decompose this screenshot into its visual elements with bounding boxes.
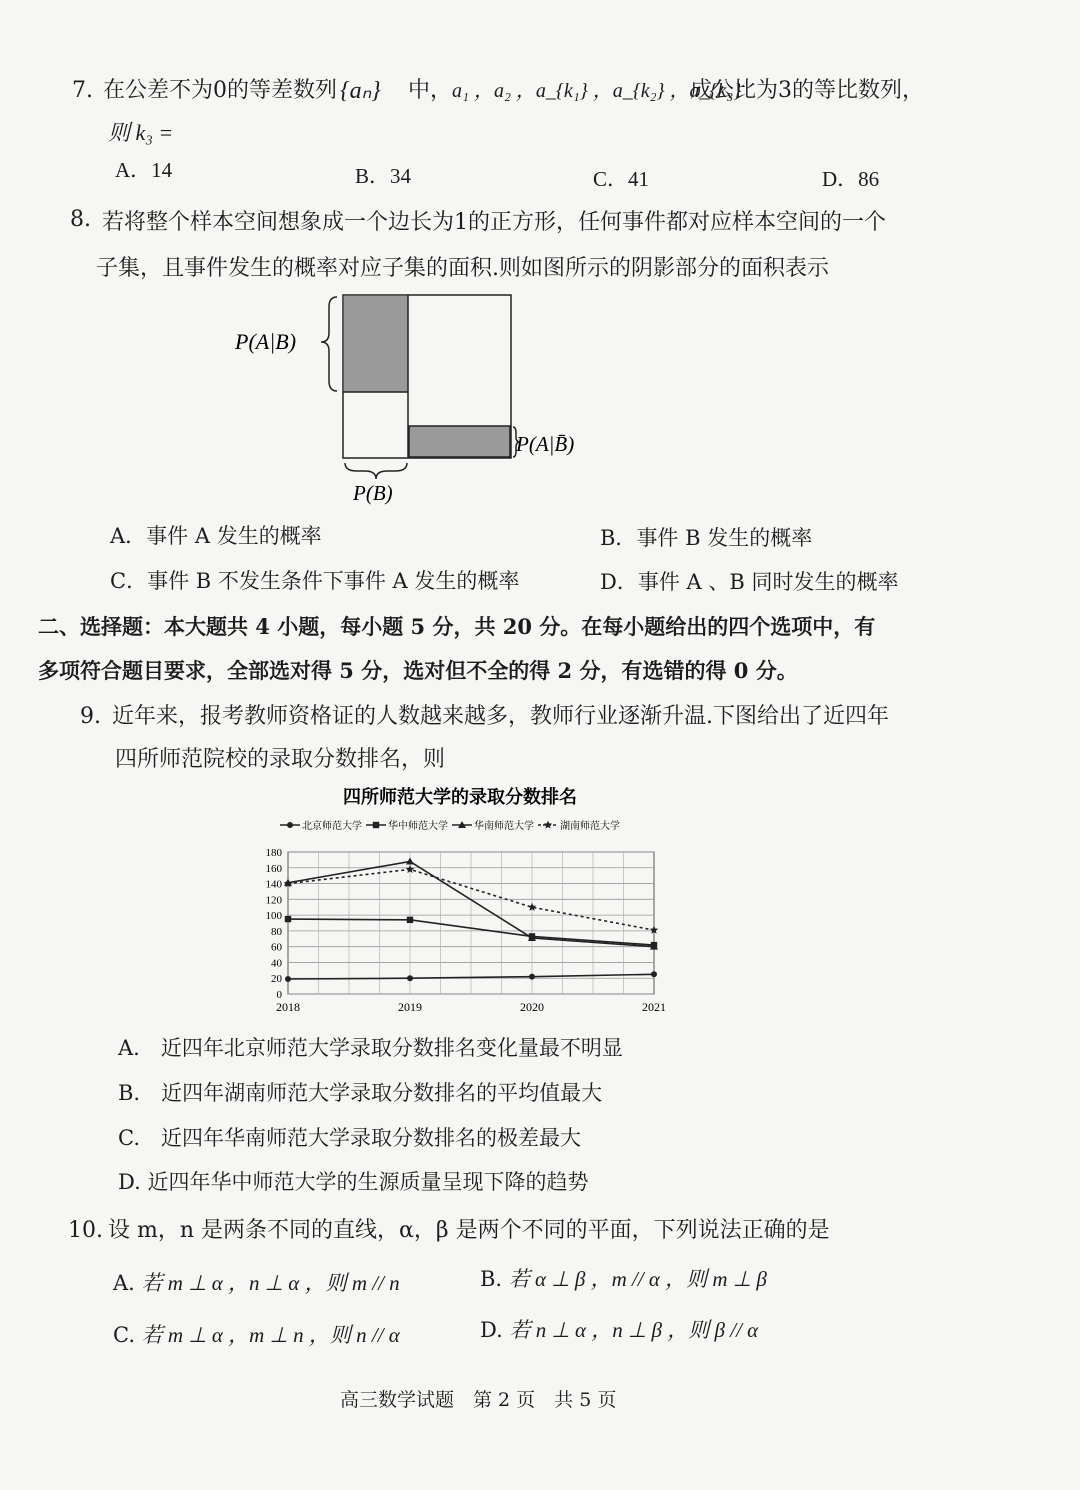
option-text: 事件 B 发生的概率 xyxy=(636,526,813,550)
option-value: 86 xyxy=(858,167,880,191)
section-2-heading-line2: 多项符合题目要求，全部选对得 5 分，选对但不全的得 2 分，有选错的得 0 分。 xyxy=(38,658,798,683)
data-point xyxy=(529,974,535,980)
data-point xyxy=(285,916,291,922)
q8-option-c[interactable] xyxy=(110,566,519,596)
q9-option-a[interactable] xyxy=(118,1033,623,1063)
q7-option-d[interactable] xyxy=(822,164,879,194)
q7-text-b: 中， xyxy=(408,78,453,103)
legend-item xyxy=(452,819,534,832)
option-text: 事件 A 发生的概率 xyxy=(146,524,322,548)
q9-option-d[interactable] xyxy=(118,1167,588,1197)
data-point xyxy=(651,971,657,977)
data-point xyxy=(373,822,379,828)
option-text: 若 m ⊥ α ，m ⊥ n ，则 n // α xyxy=(141,1323,400,1347)
legend-label: 华中师范大学 xyxy=(388,821,448,832)
y-tick-label: 160 xyxy=(265,862,282,875)
q9-line2: 四所师范院校的录取分数排名，则 xyxy=(115,747,446,772)
q10-number: 10. xyxy=(68,1218,103,1243)
q7-option-c[interactable] xyxy=(593,164,649,194)
data-point xyxy=(285,976,291,982)
x-tick-label: 2019 xyxy=(398,1000,422,1014)
option-label: B． xyxy=(600,526,637,550)
option-label: B. xyxy=(480,1267,503,1291)
q7-option-b[interactable] xyxy=(355,161,411,191)
q7-sequence: {aₙ} xyxy=(340,78,381,104)
chart-legend xyxy=(280,819,620,832)
q10-stem: 设 m，n 是两条不同的直线，α，β 是两个不同的平面，下列说法正确的是 xyxy=(108,1218,830,1243)
q7-option-a[interactable] xyxy=(115,155,172,185)
option-text: 事件 B 不发生条件下事件 A 发生的概率 xyxy=(147,569,520,593)
q7-terms: a₁ ，a₂ ，a_{k₁} ，a_{k₂} ，a_{k₃} xyxy=(452,80,742,102)
data-point xyxy=(544,821,553,829)
page-footer: 高三数学试题 第 2 页 共 5 页 xyxy=(340,1389,617,1411)
y-tick-label: 0 xyxy=(276,989,282,1001)
q7-line2: 则 k₃ = xyxy=(108,120,174,145)
y-tick-label: 80 xyxy=(271,925,282,938)
legend-label: 湖南师范大学 xyxy=(560,821,620,832)
q10-option-c[interactable] xyxy=(113,1320,400,1350)
option-value: 34 xyxy=(390,164,412,188)
bottom-brace xyxy=(345,463,407,479)
legend-item xyxy=(280,819,362,832)
option-label: A. xyxy=(113,1271,135,1295)
q10-option-a[interactable] xyxy=(113,1268,400,1298)
q8-option-b[interactable] xyxy=(600,523,812,553)
q8-number: 8. xyxy=(70,207,91,232)
option-label: B. xyxy=(118,1081,141,1105)
q9-option-c[interactable] xyxy=(118,1123,581,1153)
label-p-a-given-b: P(A|B) xyxy=(235,329,297,354)
data-point xyxy=(407,917,413,923)
option-label: D． xyxy=(822,167,859,191)
option-value: 41 xyxy=(628,167,650,191)
option-text: 近四年北京师范大学录取分数排名变化量最不明显 xyxy=(160,1036,623,1060)
q9-line1: 近年来，报考教师资格证的人数越来越多，教师行业逐渐升温.下图给出了近四年 xyxy=(112,704,889,729)
option-text: 若 n ⊥ α ，n ⊥ β ，则 β // α xyxy=(509,1318,759,1342)
q8-line2: 子集，且事件发生的概率对应子集的面积.则如图所示的阴影部分的面积表示 xyxy=(96,256,829,281)
q8-option-a[interactable] xyxy=(110,521,322,551)
option-label: D． xyxy=(600,570,638,594)
y-tick-label: 100 xyxy=(265,910,282,923)
y-tick-label: 60 xyxy=(271,941,282,954)
y-tick-label: 140 xyxy=(265,878,282,891)
option-label: C． xyxy=(110,569,148,593)
option-text: 若 α ⊥ β ，m // α ，则 m ⊥ β xyxy=(508,1267,767,1291)
option-value: 14 xyxy=(151,158,173,182)
probability-square-figure xyxy=(225,285,625,510)
q7-number: 7. xyxy=(72,78,93,103)
q7-text-a: 在公差不为0的等差数列 xyxy=(103,78,337,103)
data-point xyxy=(406,857,414,864)
shaded-region-a-given-not-b xyxy=(409,426,510,457)
option-label: D. xyxy=(480,1318,503,1342)
section-2-heading-line1: 二、选择题：本大题共 4 小题，每小题 5 分，共 20 分。在每小题给出的四个选项中，有 xyxy=(38,614,876,639)
legend-item xyxy=(366,819,448,832)
label-p-a-given-not-b: P(A|B̄) xyxy=(516,432,575,456)
chart-title: 四所师范大学的录取分数排名 xyxy=(343,787,577,807)
option-label: B． xyxy=(355,164,391,188)
q10-option-d[interactable] xyxy=(480,1315,758,1345)
option-label: A. xyxy=(118,1036,140,1060)
option-text: 若 m ⊥ α ，n ⊥ α ，则 m // n xyxy=(141,1271,400,1295)
y-tick-label: 120 xyxy=(265,894,282,907)
left-brace xyxy=(321,297,337,391)
q9-number: 9. xyxy=(80,704,101,729)
option-label: C. xyxy=(118,1126,140,1150)
x-tick-label: 2020 xyxy=(520,1000,544,1014)
data-point xyxy=(287,822,293,828)
option-label: C． xyxy=(593,167,629,191)
legend-item xyxy=(538,819,620,832)
legend-label: 北京师范大学 xyxy=(302,821,362,832)
option-text: 近四年华中师范大学的生源质量呈现下降的趋势 xyxy=(147,1170,589,1194)
option-label: D. xyxy=(118,1170,141,1194)
q8-line1: 若将整个样本空间想象成一个边长为1的正方形，任何事件都对应样本空间的一个 xyxy=(102,210,886,235)
data-point xyxy=(407,975,413,981)
option-label: C. xyxy=(113,1323,135,1347)
y-tick-label: 20 xyxy=(271,973,282,986)
option-label: A． xyxy=(115,158,152,182)
q7-text-c: 成公比为3的等比数列， xyxy=(690,78,924,103)
q10-option-b[interactable] xyxy=(480,1264,767,1294)
q9-option-b[interactable] xyxy=(118,1078,602,1108)
shaded-region-a-given-b xyxy=(344,296,408,392)
legend-label: 华南师范大学 xyxy=(474,821,534,832)
x-tick-label: 2021 xyxy=(642,1000,666,1014)
q8-option-d[interactable] xyxy=(600,567,898,597)
option-text: 近四年华南师范大学录取分数排名的极差最大 xyxy=(161,1126,581,1150)
x-tick-label: 2018 xyxy=(276,1000,300,1014)
option-label: A． xyxy=(110,524,147,548)
option-text: 事件 A 、B 同时发生的概率 xyxy=(637,570,899,594)
option-text: 近四年湖南师范大学录取分数排名的平均值最大 xyxy=(161,1081,603,1105)
y-tick-label: 40 xyxy=(271,957,282,970)
y-tick-label: 180 xyxy=(265,847,282,859)
admission-ranking-chart xyxy=(240,778,680,1018)
label-p-b: P(B) xyxy=(353,481,393,505)
